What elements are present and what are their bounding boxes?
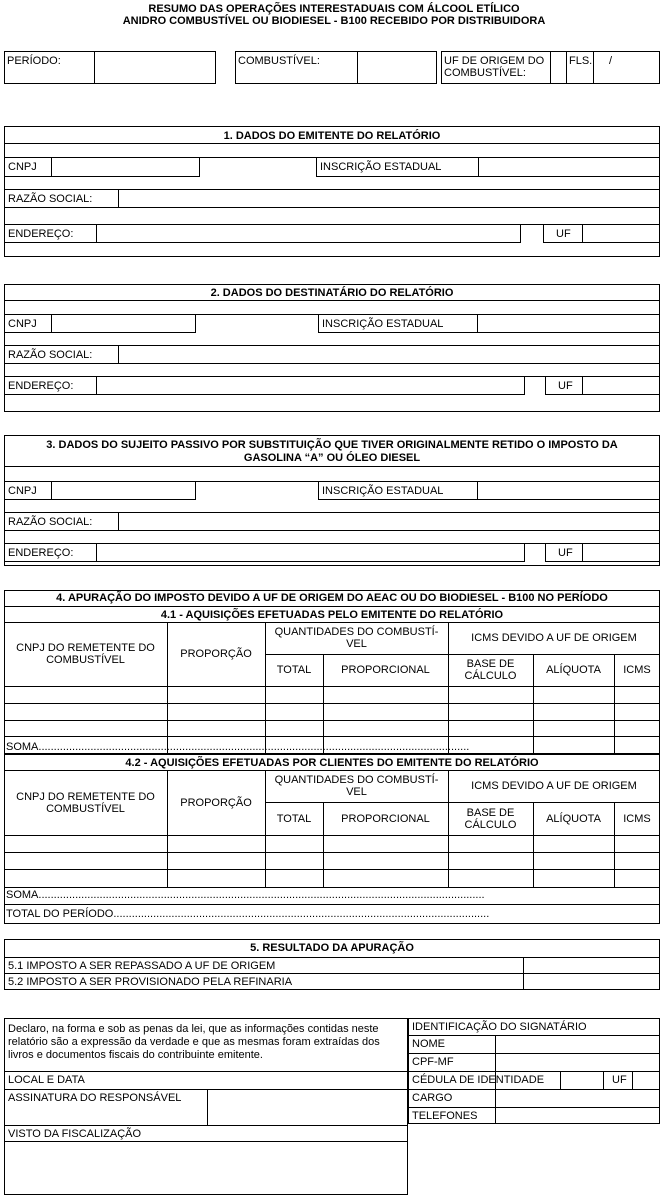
s1-cnpj-label: CNPJ: [8, 161, 37, 173]
telefones-field[interactable]: [496, 1108, 660, 1124]
s1-endereco-label: ENDEREÇO:: [8, 228, 74, 240]
t42-row-3[interactable]: [4, 869, 660, 887]
t42-col-quantidades: QUANTIDADES DO COMBUSTÍ- VEL: [274, 774, 439, 798]
s2-ie-label: INSCRIÇÃO ESTADUAL: [322, 318, 444, 330]
s3-cnpj-label: CNPJ: [8, 485, 37, 497]
s1-razao-label: RAZÃO SOCIAL:: [8, 193, 93, 205]
t41-col-quantidades: QUANTIDADES DO COMBUSTÍ- VEL: [274, 626, 439, 650]
t41-col-cnpj: CNPJ DO REMETENTE DO COMBUSTÍVEL: [16, 642, 155, 666]
fls-separator: /: [609, 55, 613, 67]
section3-title-line2: GASOLINA “A” OU ÓLEO DIESEL: [243, 452, 421, 464]
s2-endereco-label: ENDEREÇO:: [8, 380, 74, 392]
t41-row-2[interactable]: [4, 703, 660, 720]
total-periodo-label: TOTAL DO PERÍODO...........................................................................................................................: [6, 908, 490, 920]
t42-col-icms: ICMS: [623, 812, 651, 825]
visto-fiscalizacao-field[interactable]: [5, 1142, 407, 1194]
cedula-label: CÉDULA DE IDENTIDADE: [412, 1074, 545, 1086]
form-title-line2: ANIDRO COMBUSTÍVEL OU BIODIESEL - B100 RECEBIDO POR DISTRIBUIDORA: [122, 15, 546, 27]
t41-col-base: BASE DE CÁLCULO: [464, 658, 517, 682]
cpf-label: CPF-MF: [412, 1056, 454, 1068]
declaracao-line2: relatório são a expressão da verdade e que as mesmas foram extraídas dos: [8, 1036, 380, 1048]
telefones-label: TELEFONES: [412, 1110, 478, 1122]
s3-razao-label: RAZÃO SOCIAL:: [8, 516, 93, 528]
t41-col-total: TOTAL: [276, 664, 312, 676]
nome-field[interactable]: [496, 1036, 660, 1053]
s5-item1-value[interactable]: [524, 958, 660, 973]
s2-endereco-field[interactable]: [4, 376, 525, 395]
s5-item1-label: 5.1 IMPOSTO A SER REPASSADO A UF DE ORIGEM: [8, 960, 276, 972]
fls-label: FLS.: [569, 55, 593, 67]
t41-col-proporcao: PROPORÇÃO: [180, 648, 252, 660]
t41-row-1[interactable]: [4, 686, 660, 703]
uf-origem-label-2: COMBUSTÍVEL:: [444, 67, 526, 79]
t42-col-proporcional: PROPORCIONAL: [341, 812, 430, 825]
t42-col-proporcao: PROPORÇÃO: [180, 796, 252, 809]
section1-title: 1. DADOS DO EMITENTE DO RELATÓRIO: [223, 130, 441, 142]
sig-uf-field[interactable]: [633, 1072, 660, 1089]
s1-uf-label: UF: [556, 228, 571, 240]
t42-row-2[interactable]: [4, 852, 660, 869]
s3-endereco-field[interactable]: [4, 543, 525, 562]
section4-2-title: 4.2 - AQUISIÇÕES EFETUADAS POR CLIENTES DO EMITENTE DO RELATÓRIO: [125, 757, 539, 769]
t41-col-icms-origem: ICMS DEVIDO A UF DE ORIGEM: [471, 632, 637, 644]
cargo-field[interactable]: [496, 1090, 660, 1107]
cedula-field[interactable]: [561, 1072, 603, 1089]
combustivel-label: COMBUSTÍVEL:: [238, 55, 320, 67]
section4-title: 4. APURAÇÃO DO IMPOSTO DEVIDO A UF DE ORIGEM DO AEAC OU DO BIODIESEL - B100 NO PERÍODO: [56, 592, 608, 604]
t42-col-icms-origem: ICMS DEVIDO A UF DE ORIGEM: [471, 780, 637, 792]
s3-ie-label: INSCRIÇÃO ESTADUAL: [322, 485, 444, 497]
t41-soma-label: SOMA.............................................................................................................................................: [6, 741, 470, 753]
nome-label: NOME: [412, 1038, 445, 1050]
t42-soma-label: SOMA..................................................................................................................................................: [6, 889, 485, 901]
t41-row-3[interactable]: [4, 720, 660, 736]
s1-ie-label: INSCRIÇÃO ESTADUAL: [320, 161, 442, 173]
t42-col-aliquota: ALÍQUOTA: [546, 812, 601, 825]
form-title-line1: RESUMO DAS OPERAÇÕES INTERESTADUAIS COM ÁLCOOL ETÍLICO: [148, 3, 520, 15]
s1-endereco-field[interactable]: [4, 224, 521, 243]
declaracao-line3: livros e documentos fiscais do contribuinte emitente.: [8, 1049, 263, 1061]
s3-endereco-label: ENDEREÇO:: [8, 547, 74, 559]
t42-col-total: TOTAL: [276, 812, 312, 825]
local-data-field[interactable]: [4, 1072, 408, 1089]
t41-col-proporcional: PROPORCIONAL: [341, 664, 430, 676]
section5-title: 5. RESULTADO DA APURAÇÃO: [250, 942, 414, 954]
section4-1-title: 4.1 - AQUISIÇÕES EFETUADAS PELO EMITENTE DO RELATÓRIO: [160, 609, 504, 621]
s1-razao-field[interactable]: [4, 189, 660, 208]
s2-razao-field[interactable]: [4, 345, 660, 364]
s2-razao-label: RAZÃO SOCIAL:: [8, 349, 93, 361]
visto-fiscalizacao-label: VISTO DA FISCALIZAÇÃO: [8, 1128, 142, 1140]
s2-uf-label: UF: [558, 380, 573, 392]
section3-title-line1: 3. DADOS DO SUJEITO PASSIVO POR SUBSTITUIÇÃO QUE TIVER ORIGINALMENTE RETIDO O IMPOSTO DA: [46, 439, 618, 451]
t42-row-1[interactable]: [4, 835, 660, 852]
sig-uf-label: UF: [612, 1074, 627, 1086]
t42-col-cnpj: CNPJ DO REMETENTE DO COMBUSTÍVEL: [16, 790, 155, 815]
assinatura-field[interactable]: [208, 1090, 408, 1125]
s5-item2-label: 5.2 IMPOSTO A SER PROVISIONADO PELA REFINARIA: [8, 976, 293, 988]
assinatura-label: ASSINATURA DO RESPONSÁVEL: [8, 1092, 182, 1104]
t41-col-icms: ICMS: [623, 664, 651, 676]
s3-razao-field[interactable]: [4, 512, 660, 531]
periodo-label: PERÍODO:: [7, 55, 61, 67]
local-data-label: LOCAL E DATA: [8, 1074, 85, 1086]
t42-col-base: BASE DE CÁLCULO: [464, 806, 517, 831]
s5-item2-value[interactable]: [524, 974, 660, 990]
cpf-field[interactable]: [496, 1054, 660, 1071]
uf-origem-label-1: UF DE ORIGEM DO: [444, 55, 545, 67]
s2-cnpj-label: CNPJ: [8, 318, 37, 330]
declaracao-line1: Declaro, na forma e sob as penas da lei, que as informações contidas neste: [8, 1023, 379, 1035]
t41-col-aliquota: ALÍQUOTA: [546, 664, 601, 676]
signatario-title: IDENTIFICAÇÃO DO SIGNATÁRIO: [412, 1021, 587, 1033]
section2-title: 2. DADOS DO DESTINATÁRIO DO RELATÓRIO: [210, 287, 454, 299]
cargo-label: CARGO: [412, 1092, 453, 1104]
s3-uf-label: UF: [558, 547, 573, 559]
